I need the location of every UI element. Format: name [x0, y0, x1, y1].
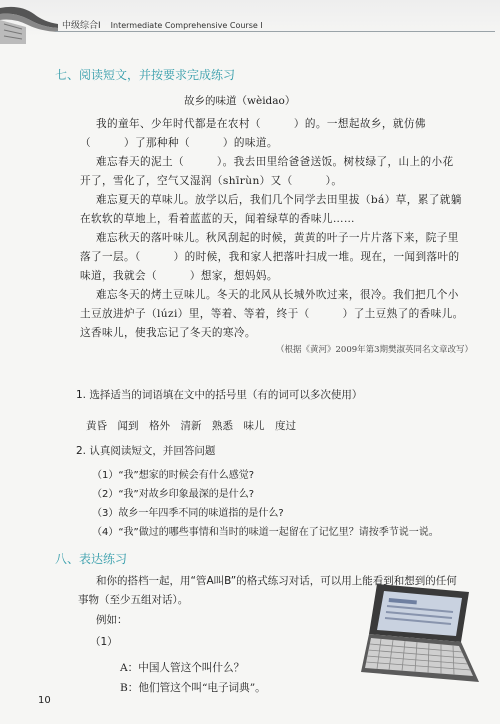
sub-question: （4）“我”做过的哪些事情和当时的味道一起留在了记忆里？请按季节说一说。 — [92, 527, 439, 538]
exercise-instruction: 事物（至少五组对话）。 — [78, 594, 189, 606]
example-label: 例如： — [96, 614, 128, 626]
dialog-line-a: A：中国人管这个叫什么？ — [120, 662, 245, 674]
passage-line: 土豆放进炉子（lúzi）里，等着、等着，终于（ ）了土豆熟了的香味儿。 — [80, 308, 464, 320]
passage-line: 味道，我就会（ ）想家，想妈妈。 — [80, 270, 278, 282]
passage-line: 这香味儿，使我忘记了冬天的寒冷。 — [80, 327, 256, 339]
question-1: 1. 选择适当的词语填在文中的括号里（有的词可以多次使用） — [76, 389, 363, 401]
passage-line: 在软软的草地上，看着蓝蓝的天，闻着绿草的香味儿…… — [80, 213, 355, 225]
question-2: 2. 认真阅读短文，并回答问题 — [76, 445, 216, 457]
sub-question: （1）“我”想家的时候会有什么感觉? — [92, 470, 255, 481]
chinese-roof-icon — [0, 0, 60, 44]
exercise-instruction: 和你的搭档一起，用“管A叫B”的格式练习对话，可以用上能看到和想到的任何 — [96, 575, 457, 587]
example-number: （1） — [90, 636, 118, 648]
word-bank: 黄昏 闻到 格外 清新 熟悉 味儿 度过 — [86, 420, 296, 432]
passage-line: 难忘春天的泥土（ ）。我去田里给爸爸送饭。树枝绿了，山上的小花 — [96, 156, 454, 168]
passage-line: 难忘冬天的烤土豆味儿。冬天的北风从长城外吹过来，很冷。我们把几个小 — [96, 289, 459, 301]
electronic-dictionary-icon — [357, 580, 487, 692]
sub-question: （2）“我”对故乡印象最深的是什么? — [92, 489, 255, 500]
passage-line: 落了一层。（ ）的时候，我和家人把落叶扫成一堆。现在，一闻到落叶的 — [80, 251, 460, 263]
passage-line: 我的童年、少年时代都是在农村（ ）的。一想起故乡，就仿佛 — [96, 118, 426, 130]
page-number: 10 — [38, 695, 51, 706]
dialog-line-b: B：他们管这个叫“电子词典”。 — [120, 682, 266, 694]
book-title-en: Intermediate Comprehensive Course Ⅰ — [110, 21, 263, 30]
book-title-cn: 中级综合Ⅰ — [62, 21, 101, 31]
passage-line: （ ）了那种种（ ）的味道。 — [80, 137, 278, 149]
passage-line: 难忘夏天的草味儿。放学以后，我们几个同学去田里拔（bá）草，累了就躺 — [96, 194, 462, 206]
passage-line: 开了，雪化了，空气又湿润（shīrùn）又（ ）。 — [80, 175, 343, 187]
passage-line: 难忘秋天的落叶味儿。秋风刮起的时候，黄黄的叶子一片片落下来，院子里 — [96, 232, 459, 244]
source-note: （根据《黄河》2009年第3期樊淑英同名文章改写） — [276, 345, 474, 355]
section-7-heading: 七、阅读短文，并按要求完成练习 — [55, 68, 236, 82]
header-title — [62, 18, 263, 31]
page-header — [0, 0, 500, 38]
section-8-heading: 八、表达练习 — [55, 552, 128, 566]
passage-title: 故乡的味道（wèidao） — [184, 95, 296, 107]
header-divider — [55, 31, 495, 32]
sub-question: （3）故乡一年四季不同的味道指的是什么? — [92, 508, 284, 519]
